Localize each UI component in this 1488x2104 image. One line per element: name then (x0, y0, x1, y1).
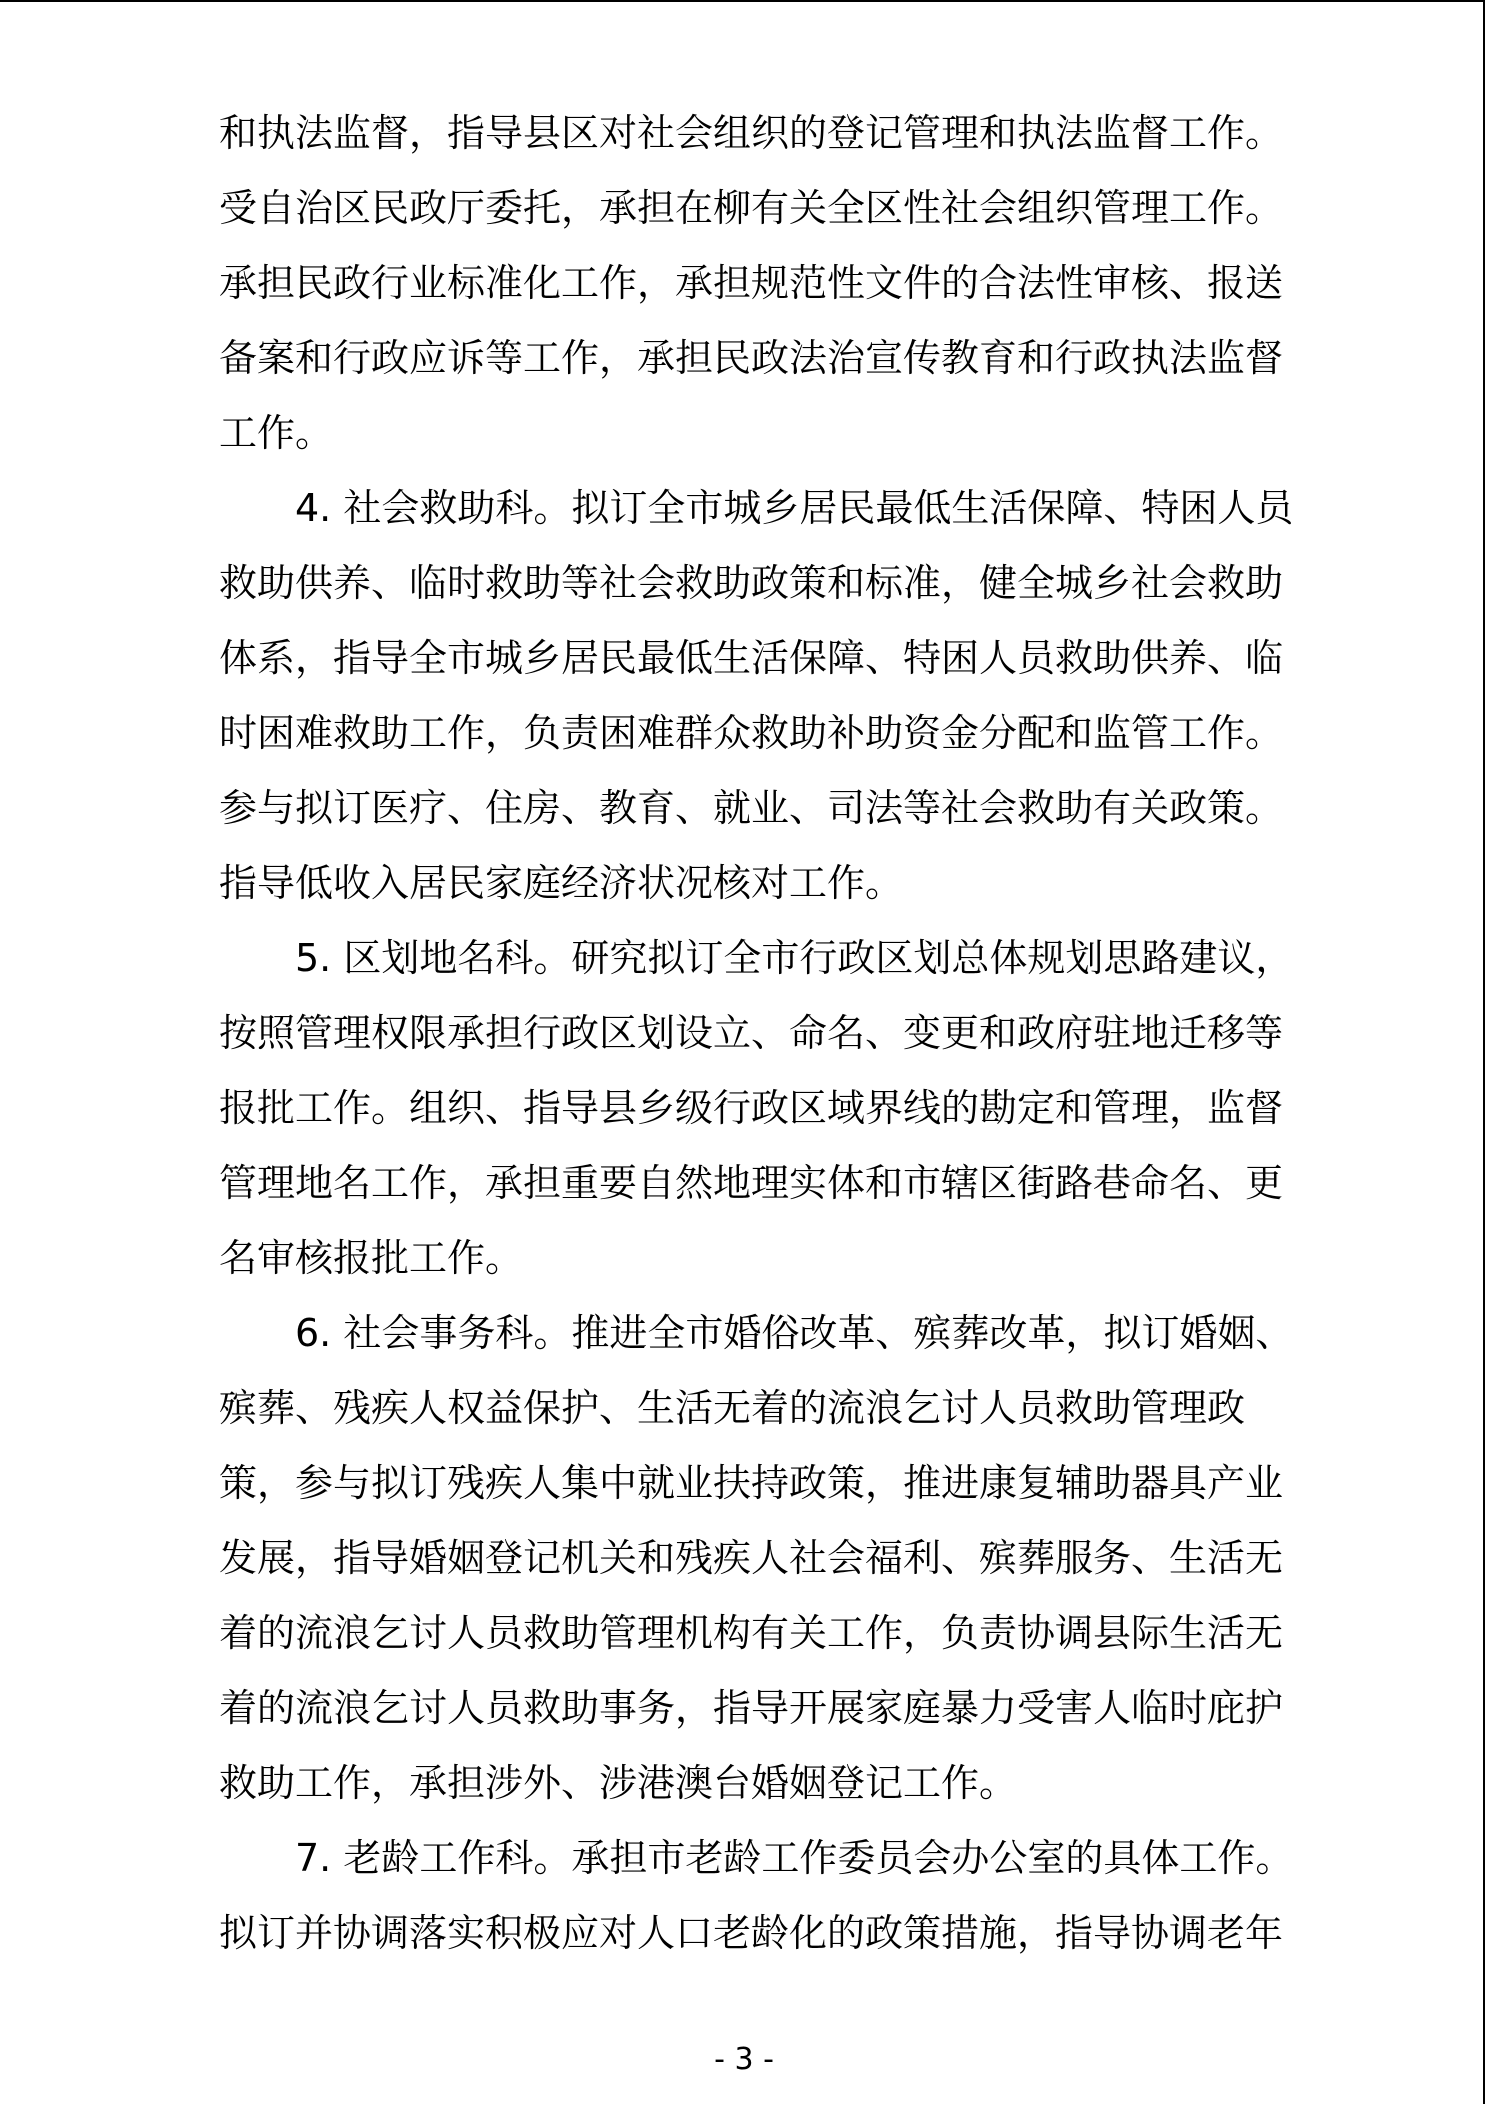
text-line: 救助工作，承担涉外、涉港澳台婚姻登记工作。 (219, 1761, 1018, 1805)
text-line: 备案和行政应诉等工作，承担民政法治宣传教育和行政执法监督 (219, 336, 1284, 380)
text-line: 工作。 (219, 411, 334, 455)
text-line: 和执法监督，指导县区对社会组织的登记管理和执法监督工作。 (219, 111, 1284, 155)
section-heading-line: 7. 老龄工作科。承担市老龄工作委员会办公室的具体工作。 (295, 1836, 1294, 1880)
document-body (219, 96, 1294, 1971)
text-line: 发展，指导婚姻登记机关和残疾人社会福利、殡葬服务、生活无 (219, 1536, 1284, 1580)
text-line: 着的流浪乞讨人员救助管理机构有关工作，负责协调县际生活无 (219, 1611, 1284, 1655)
text-line: 体系，指导全市城乡居民最低生活保障、特困人员救助供养、临 (219, 636, 1284, 680)
text-line: 着的流浪乞讨人员救助事务，指导开展家庭暴力受害人临时庇护 (219, 1686, 1284, 1730)
text-line: 救助供养、临时救助等社会救助政策和标准，健全城乡社会救助 (219, 561, 1284, 605)
text-line: 按照管理权限承担行政区划设立、命名、变更和政府驻地迁移等 (219, 1011, 1284, 1055)
text-line: 受自治区民政厅委托，承担在柳有关全区性社会组织管理工作。 (219, 186, 1284, 230)
text-line: 时困难救助工作，负责困难群众救助补助资金分配和监管工作。 (219, 711, 1284, 755)
page-number: - 3 - (714, 2042, 774, 2077)
section-heading-line: 4. 社会救助科。拟订全市城乡居民最低生活保障、特困人员 (295, 486, 1294, 530)
section-heading-line: 5. 区划地名科。研究拟订全市行政区划总体规划思路建议， (295, 936, 1294, 980)
text-line: 策，参与拟订残疾人集中就业扶持政策，推进康复辅助器具产业 (219, 1461, 1284, 1505)
text-line: 参与拟订医疗、住房、教育、就业、司法等社会救助有关政策。 (219, 786, 1284, 830)
section-heading-line: 6. 社会事务科。推进全市婚俗改革、殡葬改革，拟订婚姻、 (295, 1311, 1294, 1355)
text-line: 殡葬、残疾人权益保护、生活无着的流浪乞讨人员救助管理政 (219, 1386, 1246, 1430)
text-line: 管理地名工作，承担重要自然地理实体和市辖区街路巷命名、更 (219, 1161, 1284, 1205)
text-line: 名审核报批工作。 (219, 1236, 524, 1280)
text-line: 指导低收入居民家庭经济状况核对工作。 (219, 861, 904, 905)
text-line: 报批工作。组织、指导县乡级行政区域界线的勘定和管理，监督 (219, 1086, 1284, 1130)
text-line: 承担民政行业标准化工作，承担规范性文件的合法性审核、报送 (219, 261, 1284, 305)
text-line: 拟订并协调落实积极应对人口老龄化的政策措施，指导协调老年 (219, 1911, 1284, 1955)
